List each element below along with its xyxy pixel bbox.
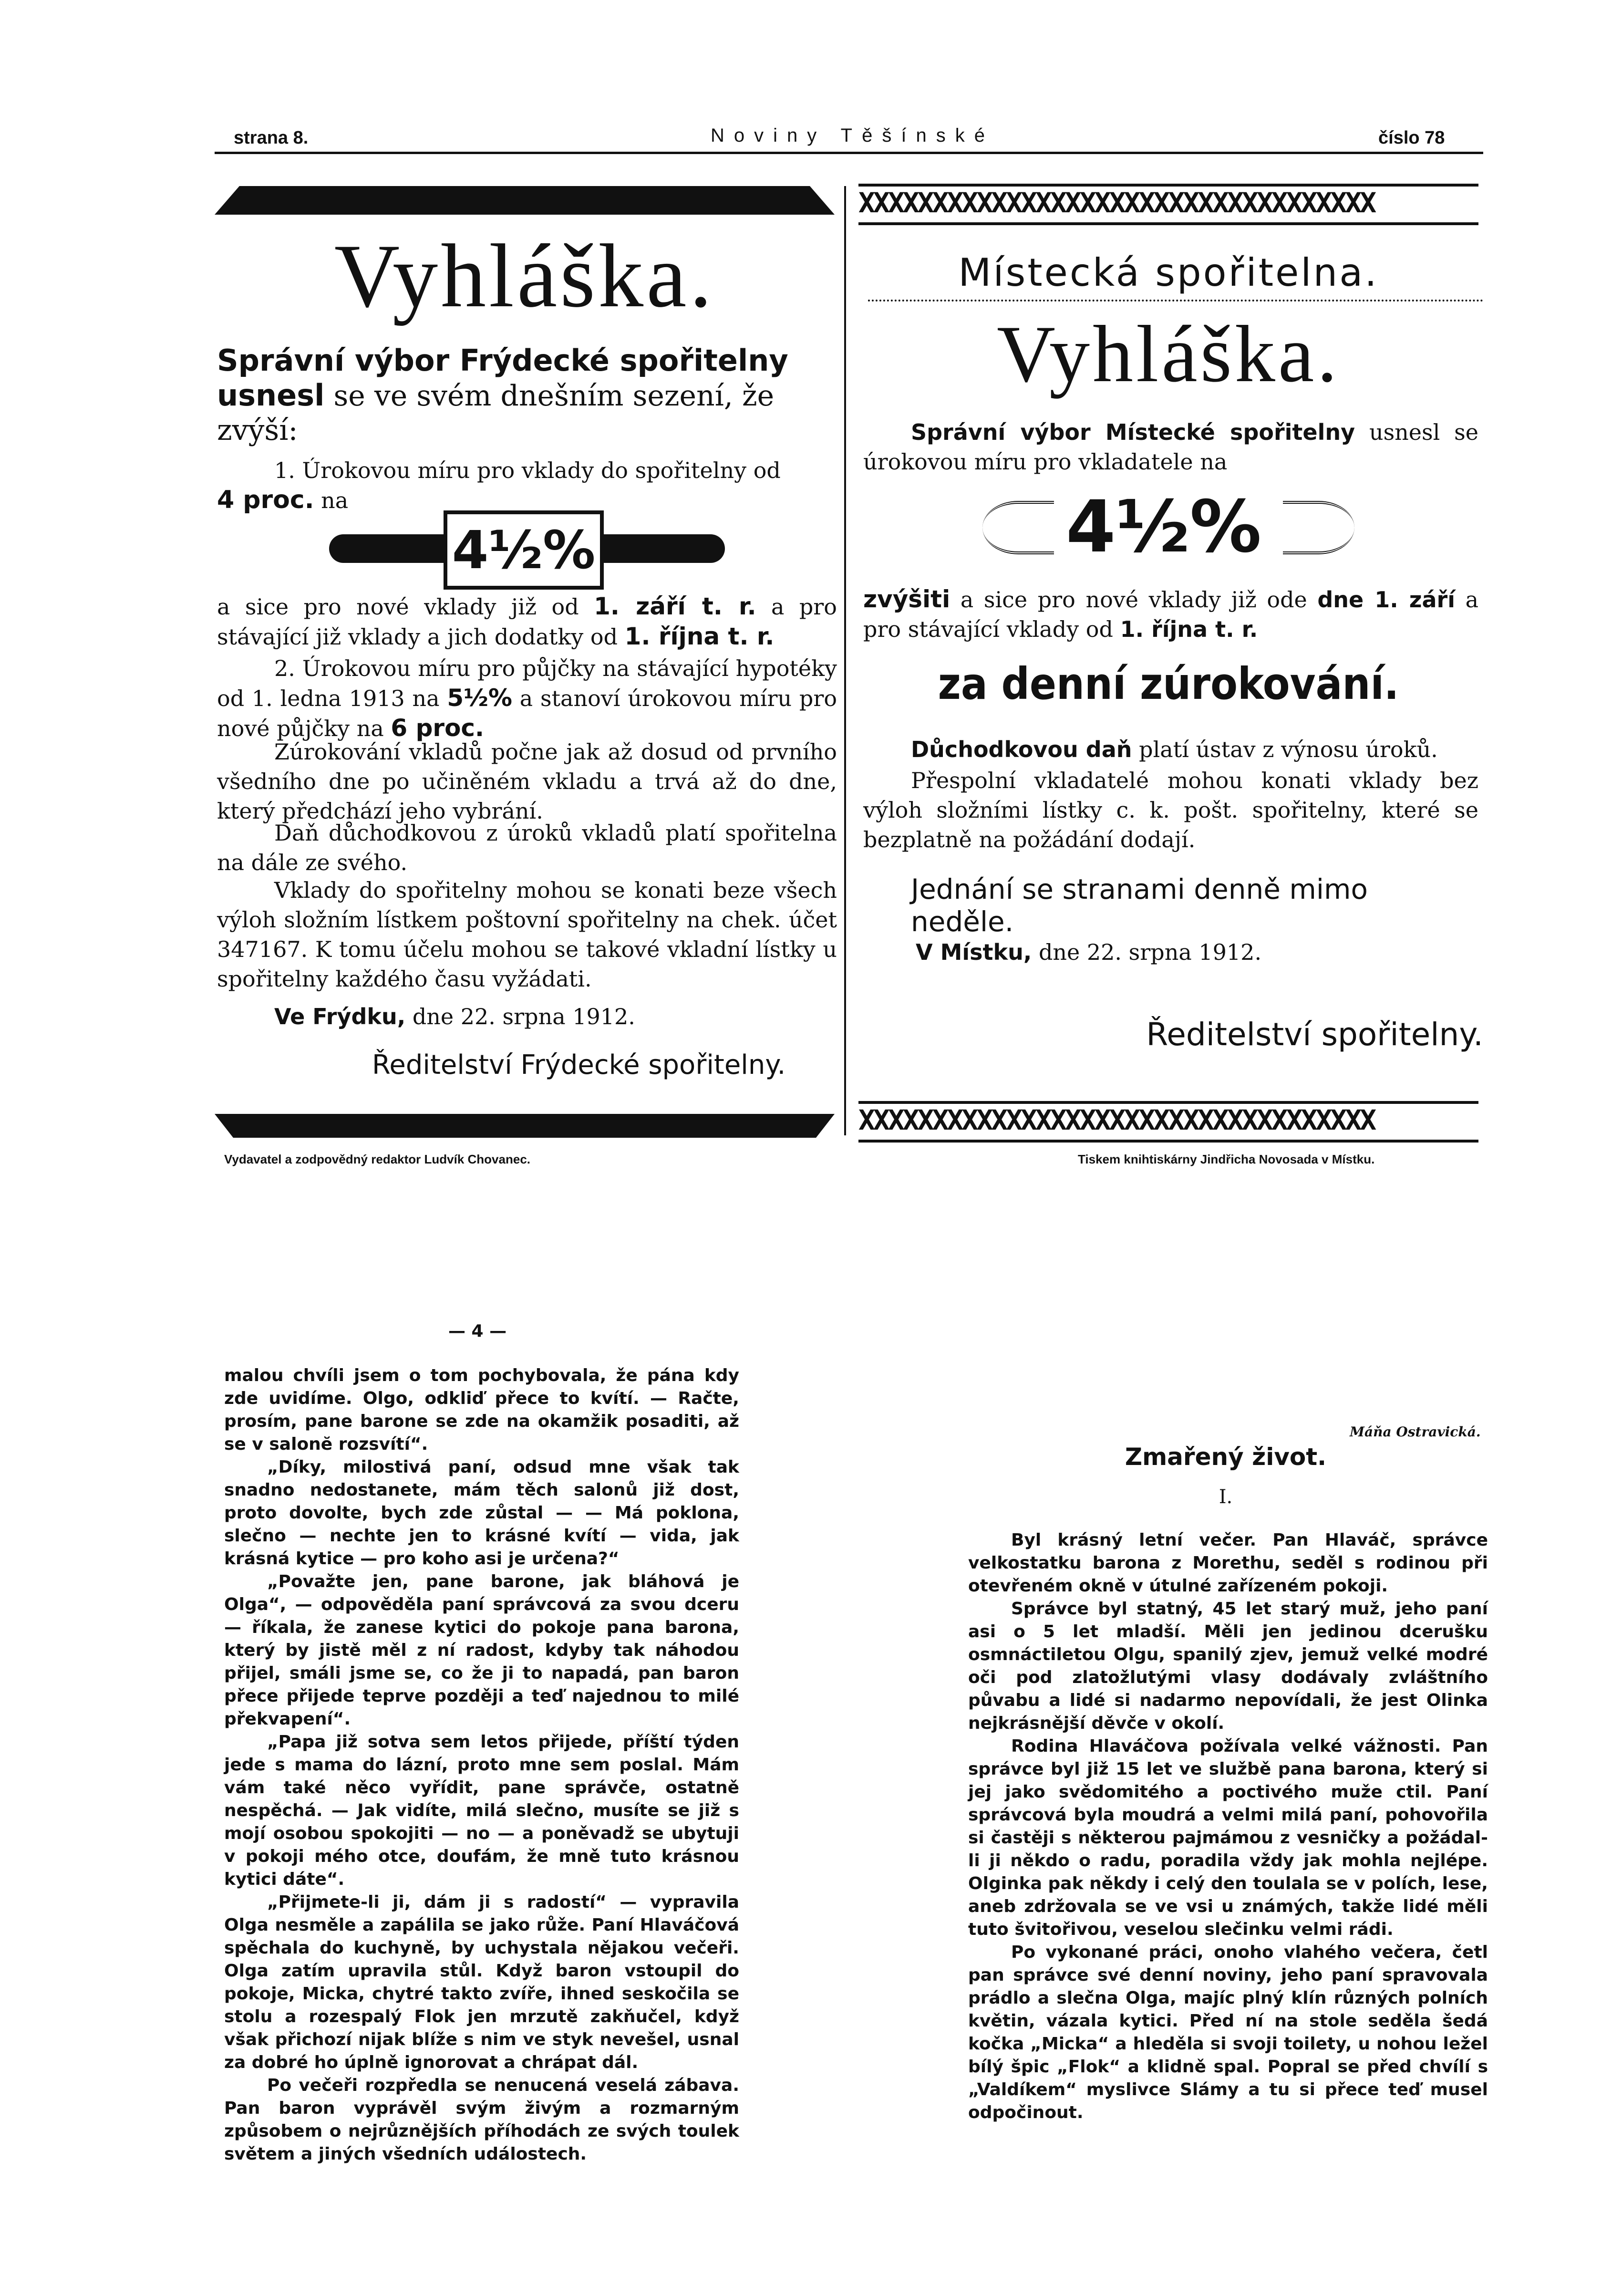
right-ornament-icon — [1283, 501, 1354, 554]
left-ad-top-bar — [215, 186, 835, 215]
left-ad-bottom-bar — [215, 1114, 835, 1138]
left-ad-place-date: Ve Frýdku, dne 22. srpna 1912. — [274, 1004, 635, 1029]
story-paragraph: Po večeři rozpředla se nenucená veselá zábava. Pan baron vyprávěl svým živým a rozmarným způsobem o nejrůznějších příhodách ze svých toulek světem a jiných všedních událostech. — [224, 2076, 739, 2164]
story-paragraph: Byl krásný letní večer. Pan Hlaváč, správce velkostatku barona z Morethu, seděl s rodinou při otevřeném okně v útulné zařízeném pokoji. — [968, 1530, 1488, 1596]
header-rule — [215, 152, 1483, 154]
right-ad-office-hours: Jednání se stranami denně mimo neděle. — [911, 873, 1368, 938]
right-ad-headline: za denní zúrokování. — [938, 658, 1399, 709]
right-ad-paragraph-3: Přespolní vkladatelé mohou konati vklady bez výloh složními lístky c. k. pošt. spořitelny, které se bezplatně na požádání dodají. — [863, 768, 1478, 852]
story-title: Zmařený život. — [1125, 1443, 1327, 1471]
story-paragraph: „Přijmete-li ji, dám ji s radostí“ — vypravila Olga nesměle a zapálila se jako růže. Paní Hlaváčová spěchala do kuchyně, by uchystala nějakou večeři. Olga zatím upravila stůl. Když baron vstoupil do pokoje, Micka, chytré takto zvíře, ihned seskočila se stolu a rozespalý Flok jen mrzutě zakňučel, když však přichozí nijak blíže s nim ve styk nevešel, usnal za dobré ho úplně ignorovat a chrápat dál. — [224, 1892, 739, 2072]
right-ad-top-border: XXXXXXXXXXXXXXXXXXXXXXXXXXXXXXXXXXX — [858, 184, 1478, 225]
right-rate-value: 4½% — [1066, 486, 1261, 569]
left-ad-paragraph-1: 1. Úrokovou míru pro vklady do spořitelny od 4 proc. na — [217, 457, 781, 514]
right-ad-title: Vyhláška. — [997, 309, 1340, 399]
left-ad-paragraph-2: 2. Úrokovou míru pro půjčky na stávající hypotéky od 1. ledna 1913 na 5½% a stanoví úrokovou míru pro nové půjčky na 6 proc. — [217, 655, 837, 742]
left-story-column — [224, 1364, 739, 2166]
column-divider — [844, 186, 846, 1135]
newspaper-title: Noviny Těšínské — [711, 125, 994, 146]
story-author: Máňa Ostravická. — [1350, 1424, 1481, 1440]
right-ad-signature: Ředitelství spořitelny. — [1146, 1016, 1483, 1053]
story-paragraph: Rodina Hlaváčova požívala velké vážnosti. Pan správce byl již 15 let ve službě pana barona, který si jej jako svědomitého a poctivého muže ctil. Paní správcová byla moudrá a velmi milá paní, pohovořila si častěji s některou pajmámou z vesničky a požádal-li ji někdo o radu, poradila vždy jak mohla nejlépe. Olginka pak někdy i celý den toulala se v polích, lese, aneb zdržovala se ve vsi u známých, takže lidé měli tuto švitořivou, veselou slečinku velmi rádi. — [968, 1736, 1488, 1939]
page-number: — 4 — — [448, 1321, 507, 1341]
left-ad-paragraph-1-cont: a sice pro nové vklady již od 1. září t. r. a pro stávající již vklady a jich dodatky od 1. října t. r. — [217, 592, 837, 650]
right-ad-intro: Správní výbor Místecké spořitelny usnesl se úrokovou míru pro vkladatele na — [863, 419, 1478, 475]
left-ad-paragraph-4: Daň důchodkovou z úroků vkladů platí spořitelna na dále ze svého. — [217, 820, 837, 875]
right-ad-name-rule — [868, 300, 1483, 301]
left-ornament-icon — [982, 501, 1054, 554]
right-ad-place-date: V Místku, dne 22. srpna 1912. — [916, 939, 1262, 965]
story-paragraph: „Považte jen, pane barone, jak bláhová je Olga“, — odpověděla paní správcová za svou dceru — říkala, že zanese kytici do pokoje pana barona, který by jistě měl z ní radost, kdyby tak náhodou přijel, smáli jsme se, co že ji to napadá, pan baron přece přijede teprve později a teď najednou to milé překvapení“. — [224, 1572, 739, 1729]
left-ad-paragraph-5: Vklady do spořitelny mohou se konati beze všech výloh složním lístkem poštovní spořitelny na chek. účet 347167. K tomu účelu mohou se takové vkladní lístky u spořitelny každého času vyžádati. — [217, 877, 837, 992]
left-ad-signature: Ředitelství Frýdecké spořitelny. — [372, 1049, 786, 1080]
page-label: strana 8. — [234, 128, 309, 148]
chapter-number: I. — [1219, 1486, 1233, 1508]
left-ad-paragraph-3: Zúrokování vkladů počne jak až dosud od prvního všedního dne po učiněném vkladu a trvá až do dne, který předchází jeho vybrání. — [217, 739, 837, 824]
story-paragraph: „Díky, milostivá paní, odsud mne však tak snadno nedostanete, mám těch salonů již dost, proto dovolte, bych zde zůstal — — Má poklona, slečno — nechte jen to krásné kvítí — vida, jak krásná kytice — pro koho asi je určena?“ — [224, 1457, 739, 1569]
issue-number: číslo 78 — [1378, 128, 1445, 148]
left-ad-title: Vyhláška. — [334, 226, 715, 326]
story-paragraph: Správce byl statný, 45 let starý muž, jeho paní asi o 5 let mladší. Měli jen jedinou dcerušku osmnáctiletou Olgu, spanilý zjev, jemuž velké modré oči pod zlatožlutými vlasy dodávaly zvláštního půvabu a lidé si nadarmo nepovídali, že jest Olinka nejkrásnější děvče v okolí. — [968, 1599, 1488, 1733]
right-ad-paragraph-1: zvýšiti a sice pro nové vklady již ode dne 1. září a pro stávající vklady od 1. října t. r. — [863, 585, 1478, 642]
right-story-column — [968, 1529, 1488, 2124]
printer-line: Tiskem knihtiskárny Jindřicha Novosada v Místku. — [1078, 1152, 1375, 1166]
right-ad-bottom-border: XXXXXXXXXXXXXXXXXXXXXXXXXXXXXXXXXXX — [858, 1101, 1478, 1143]
story-paragraph: Po vykonané práci, onoho vlahého večera, četl pan správce své denní noviny, jeho paní spravovala prádlo a slečna Olga, majíc plný klín různých polních květin, vázala kytici. Před ní na stole seděla šedá kočka „Micka“ a hleděla si svoji toilety, u nohou ležel bílý špic „Flok“ a klidně spal. Popral se před chvílí s „Valdíkem“ myslivce Slámy a tu si přece teď musel odpočinout. — [968, 1943, 1488, 2122]
right-ad-bank-name: Místecká spořitelna. — [958, 250, 1379, 295]
left-ad-intro: Správní výbor Frýdecké spořitelny usnesl se ve svém dnešním sezení, že zvýší: — [217, 343, 788, 447]
story-paragraph: malou chvíli jsem o tom pochybovala, že pána kdy zde uvidíme. Olgo, odkliď přece to kvítí. — Račte, prosím, pane barone se zde na okamžik posaditi, až se v salonĕ rozsvítí“. — [224, 1366, 739, 1454]
left-rate-box: 4½% — [444, 510, 604, 590]
publisher-line: Vydavatel a zodpovědný redaktor Ludvík Chovanec. — [224, 1152, 531, 1166]
right-ad-paragraph-2: Důchodkovou daň platí ústav z výnosu úroků. — [911, 737, 1438, 762]
story-paragraph: „Papa již sotva sem letos přijede, příští týden jede s mama do lázní, proto mne sem poslal. Mám vám také něco vyřídit, pane správče, ostatně nespěchá. — Jak vidíte, milá slečno, musíte se již s mojí osobou spokojiti — no — a poněvadž se ubytuji v pokoji mého otce, doufám, že mně tuto krásnou kytici dáte“. — [224, 1732, 739, 1889]
